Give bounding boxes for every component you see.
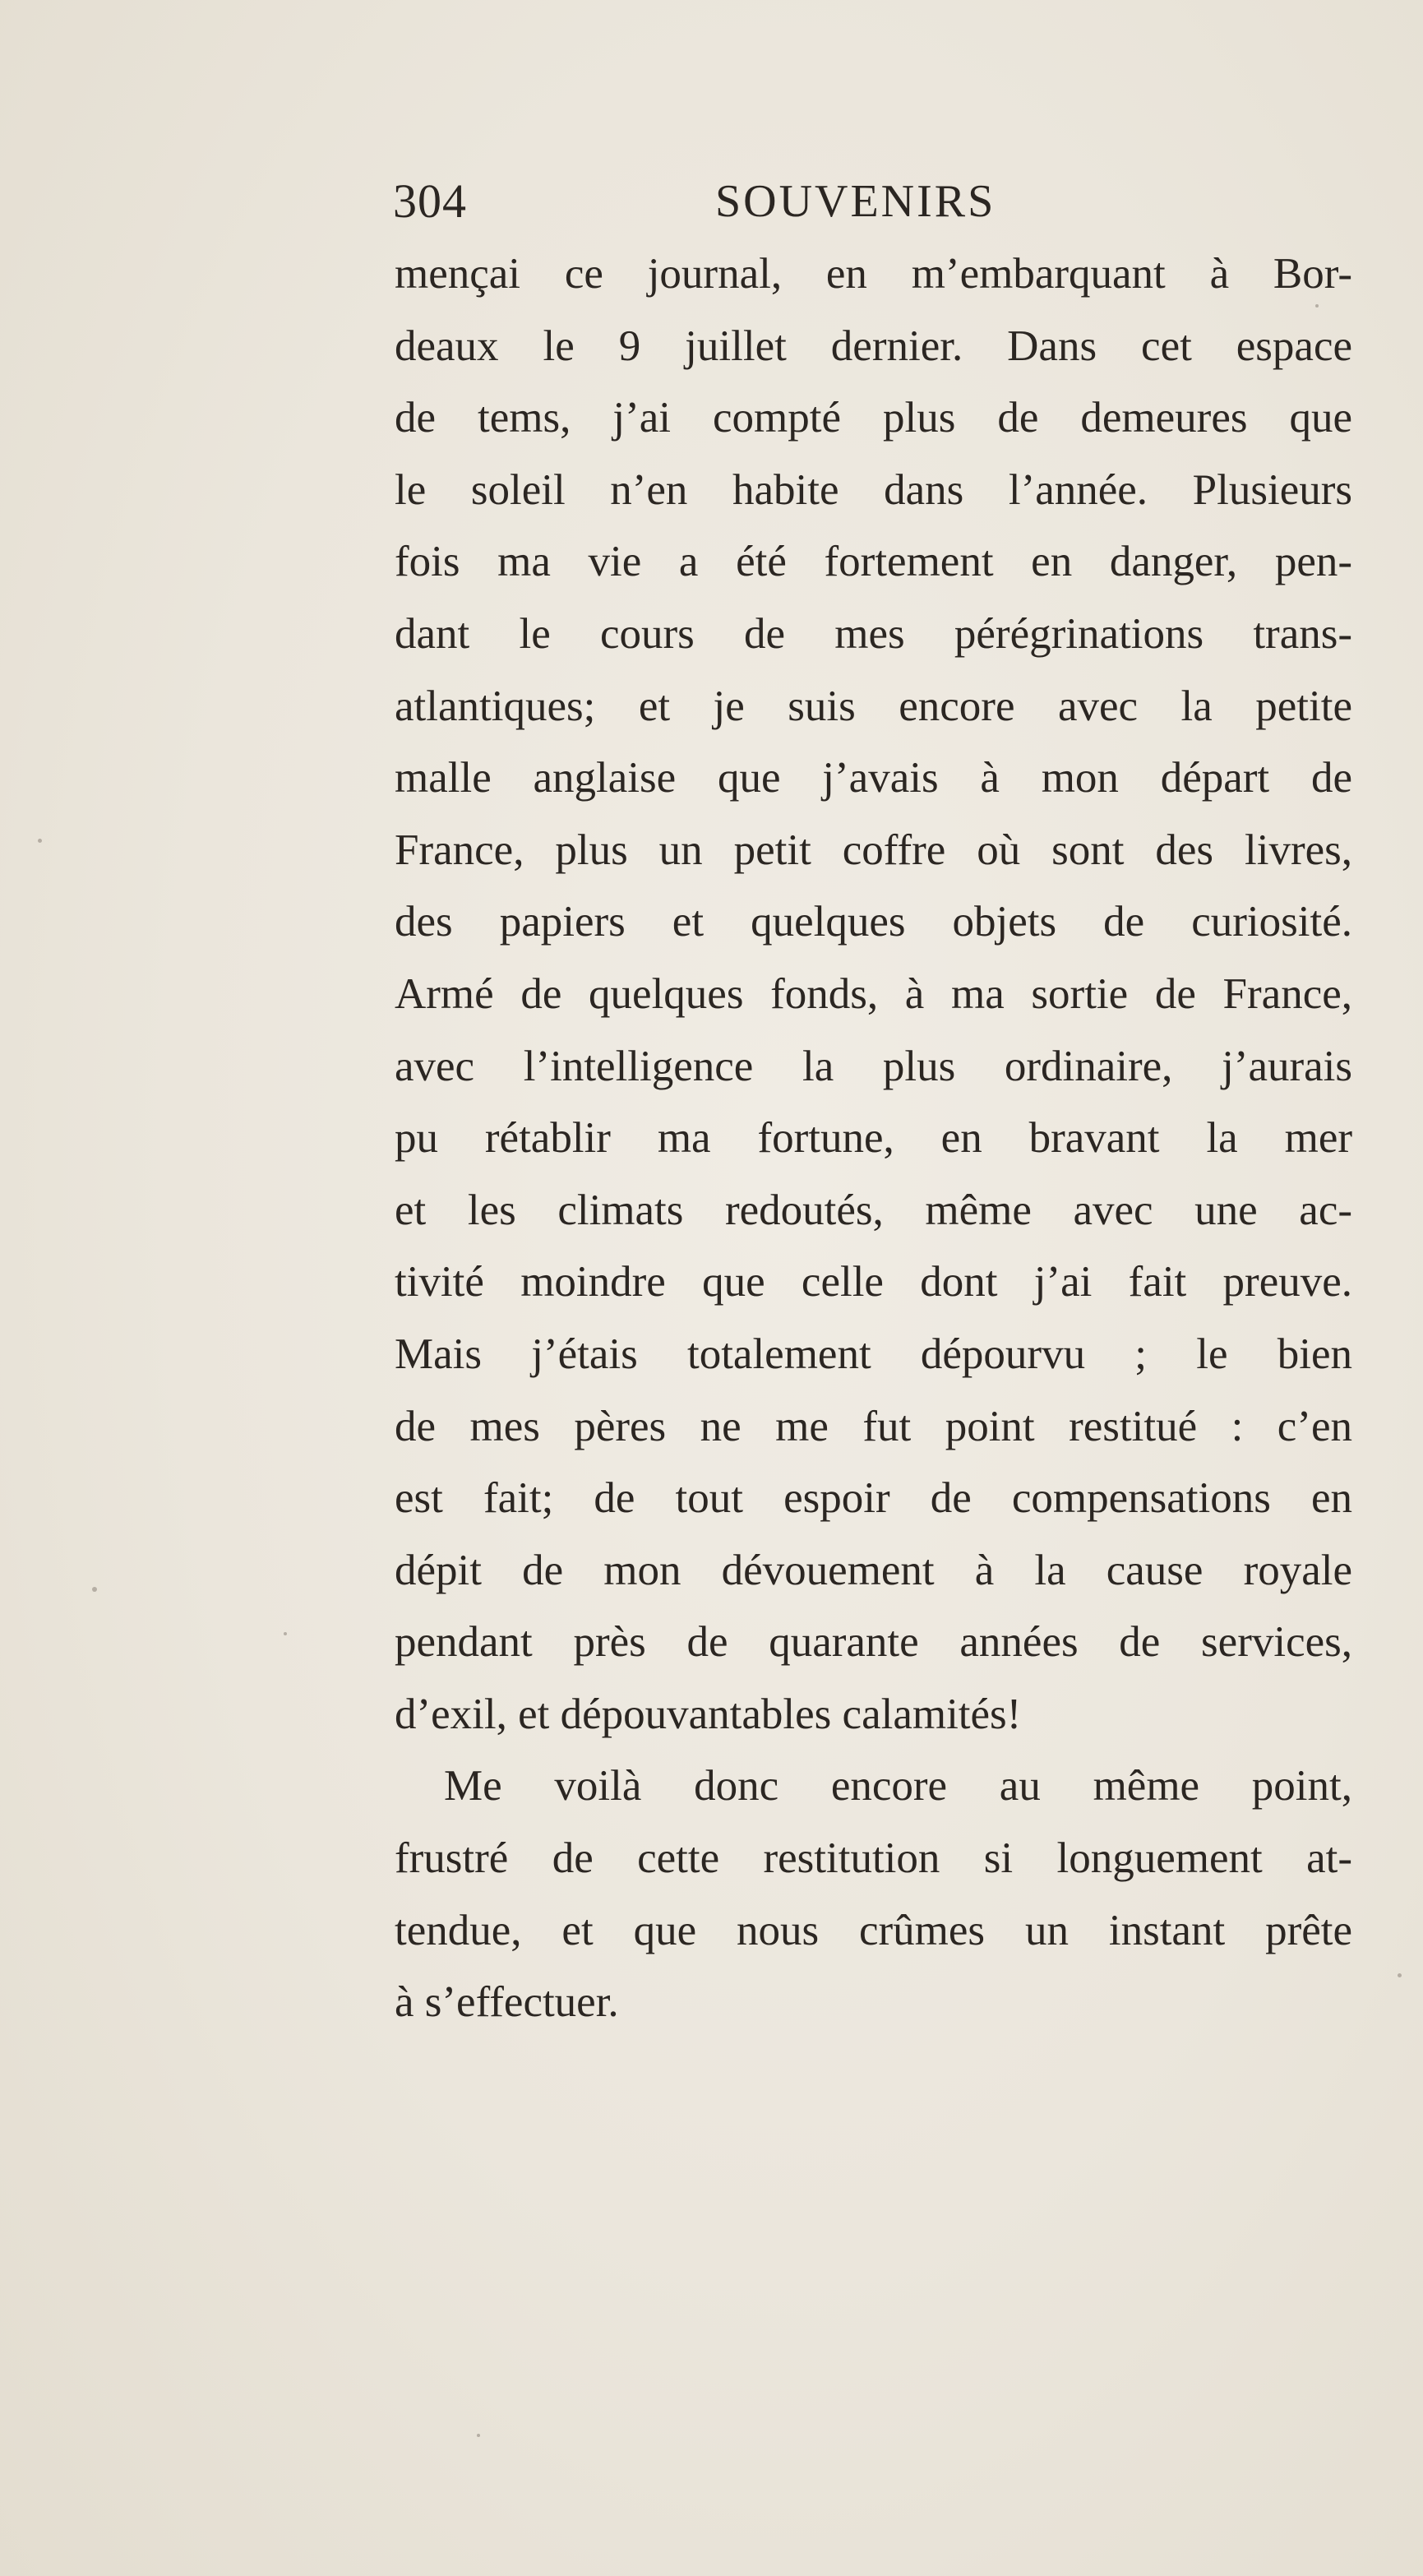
text-line: pendant près de quarante années de services, bbox=[395, 1618, 1352, 1667]
paper-speck bbox=[38, 839, 42, 843]
paper-speck bbox=[92, 1587, 97, 1592]
text-line: d’exil, et dépouvantables calamités! bbox=[395, 1690, 1022, 1738]
paper-speck bbox=[284, 1632, 287, 1635]
page-header bbox=[393, 164, 1355, 238]
text-line: Me voilà donc encore au même point, bbox=[444, 1762, 1352, 1811]
text-line: avec l’intelligence la plus ordinaire, j’aurais bbox=[395, 1042, 1352, 1090]
page-number: 304 bbox=[393, 174, 467, 228]
paper-speck bbox=[477, 2434, 480, 2437]
text-line: à s’effectuer. bbox=[395, 1978, 619, 2027]
text-line: et les climats redoutés, même avec une ac- bbox=[395, 1186, 1352, 1234]
text-line: atlantiques; et je suis encore avec la petite bbox=[395, 682, 1352, 730]
text-line: France, plus un petit coffre où sont des livres, bbox=[395, 826, 1352, 874]
text-line: deaux le 9 juillet dernier. Dans cet espace bbox=[395, 321, 1352, 370]
text-line: tivité moindre que celle dont j’ai fait preuve. bbox=[395, 1258, 1352, 1306]
text-line: Mais j’étais totalement dépourvu ; le bien bbox=[395, 1330, 1352, 1378]
text-line: pu rétablir ma fortune, en bravant la mer bbox=[395, 1114, 1352, 1163]
paper-speck bbox=[1398, 1973, 1402, 1977]
body-text bbox=[395, 238, 1352, 2039]
text-line: des papiers et quelques objets de curiosité. bbox=[395, 898, 1352, 946]
paragraph-1 bbox=[395, 238, 1352, 1750]
text-line: tendue, et que nous crûmes un instant prête bbox=[395, 1906, 1352, 1954]
text-line: de mes pères ne me fut point restitué : c’en bbox=[395, 1402, 1352, 1450]
paragraph-2 bbox=[395, 1750, 1352, 2038]
text-line: Armé de quelques fonds, à ma sortie de France, bbox=[395, 969, 1352, 1018]
text-line: mençai ce journal, en m’embarquant à Bor- bbox=[395, 250, 1352, 298]
text-line: de tems, j’ai compté plus de demeures que bbox=[395, 394, 1352, 442]
text-line: est fait; de tout espoir de compensations en bbox=[395, 1474, 1352, 1523]
text-line: fois ma vie a été fortement en danger, pen- bbox=[395, 538, 1352, 586]
text-line: dant le cours de mes pérégrinations trans- bbox=[395, 609, 1352, 658]
text-line: frustré de cette restitution si longuement at- bbox=[395, 1834, 1352, 1883]
text-line: malle anglaise que j’avais à mon départ de bbox=[395, 754, 1352, 802]
text-line: le soleil n’en habite dans l’année. Plusieurs bbox=[395, 465, 1352, 514]
text-line: dépit de mon dévouement à la cause royale bbox=[395, 1546, 1352, 1594]
running-title: SOUVENIRS bbox=[715, 176, 996, 227]
